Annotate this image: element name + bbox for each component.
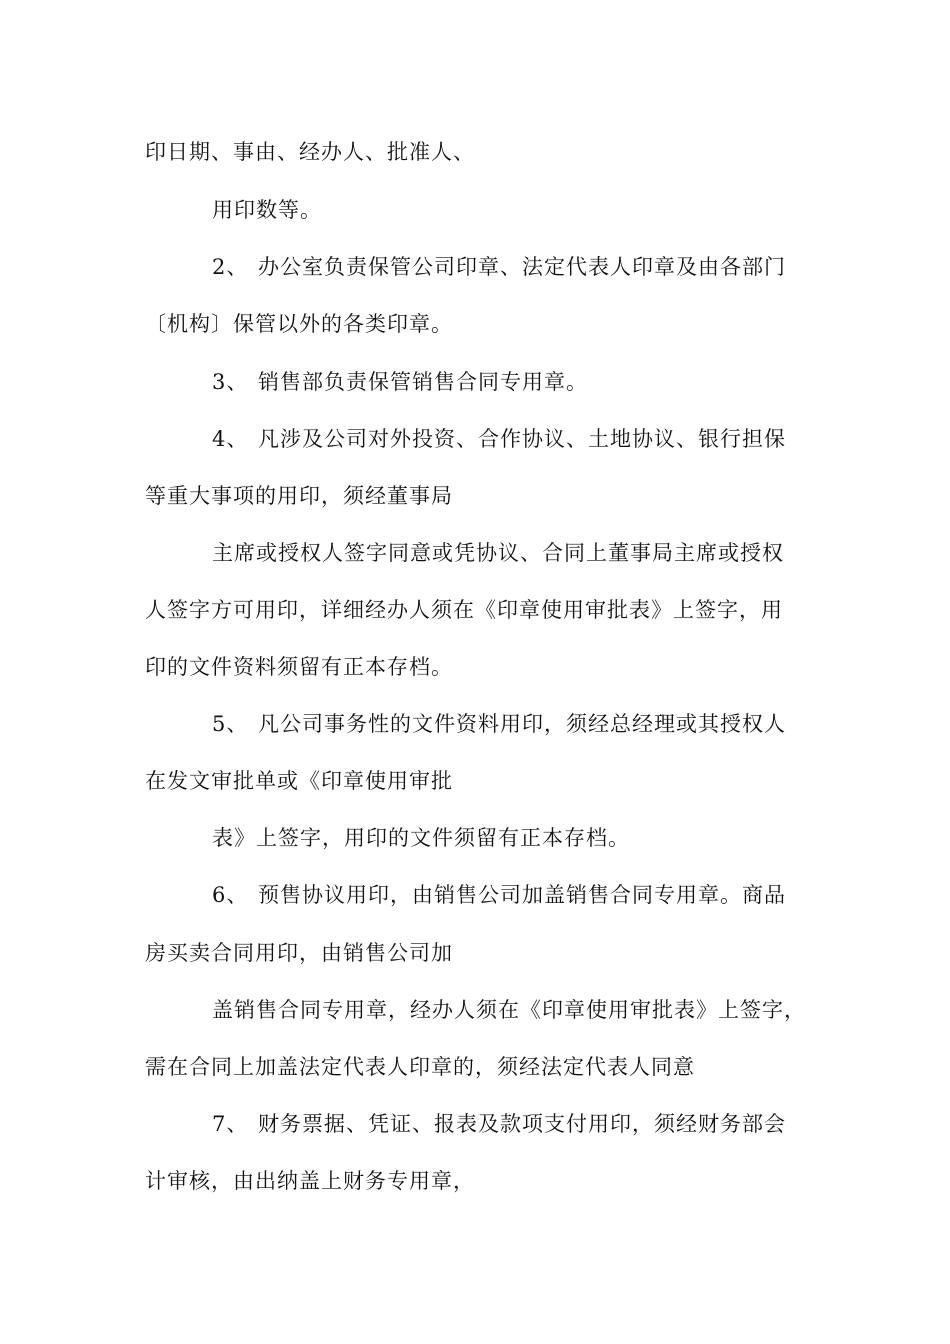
paragraph-line: 房买卖合同用印，由销售公司加 [145, 941, 453, 965]
item-text: 凡公司事务性的文件资料用印，须经总经理或其授权人 [258, 712, 786, 736]
item-number: 5、 [212, 712, 249, 736]
paragraph-line: 在发文审批单或《印章使用审批 [145, 769, 453, 793]
item-number: 4、 [212, 427, 249, 451]
numbered-item-4 [212, 425, 786, 453]
numbered-item-2 [212, 253, 786, 281]
paragraph-line: 用印数等。 [212, 198, 322, 222]
item-text: 办公室负责保管公司印章、法定代表人印章及由各部门 [258, 255, 786, 279]
numbered-item-5 [212, 710, 786, 738]
item-text: 销售部负责保管销售合同专用章。 [258, 370, 588, 394]
item-text: 预售协议用印，由销售公司加盖销售合同专用章。商品 [258, 883, 786, 907]
item-number: 6、 [212, 883, 249, 907]
paragraph-line: 人签字方可用印，详细经办人须在《印章使用审批表》上签字，用 [145, 598, 783, 622]
paragraph-line: 主席或授权人签字同意或凭协议、合同上董事局主席或授权 [212, 541, 784, 565]
paragraph-line: 盖销售合同专用章，经办人须在《印章使用审批表》上签字， [212, 998, 806, 1022]
paragraph-line: 等重大事项的用印，须经董事局 [145, 484, 453, 508]
paragraph-line: 〔机构〕保管以外的各类印章。 [145, 312, 453, 336]
numbered-item-3 [212, 368, 588, 396]
paragraph-line: 表》上签字，用印的文件须留有正本存档。 [212, 826, 630, 850]
paragraph-line: 计审核，由出纳盖上财务专用章， [145, 1169, 475, 1193]
item-number: 3、 [212, 370, 249, 394]
paragraph-line: 印的文件资料须留有正本存档。 [145, 655, 453, 679]
paragraph-line: 印日期、事由、经办人、批准人、 [145, 140, 475, 164]
numbered-item-6 [212, 881, 786, 909]
paragraph-line: 需在合同上加盖法定代表人印章的，须经法定代表人同意 [145, 1055, 695, 1079]
item-text: 财务票据、凭证、报表及款项支付用印，须经财务部会 [258, 1112, 786, 1136]
numbered-item-7 [212, 1110, 786, 1138]
item-number: 2、 [212, 255, 249, 279]
item-number: 7、 [212, 1112, 249, 1136]
item-text: 凡涉及公司对外投资、合作协议、土地协议、银行担保 [258, 427, 786, 451]
